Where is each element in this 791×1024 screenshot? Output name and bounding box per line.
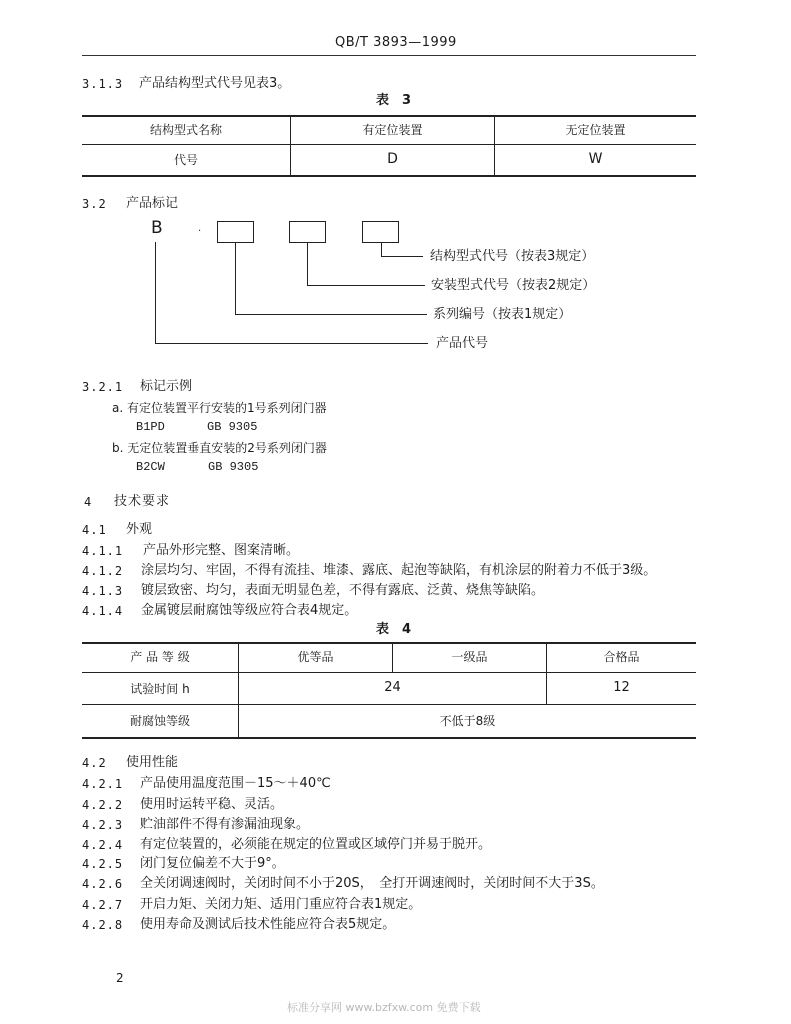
- clause-4-2-7-number: 4.2.7: [82, 898, 124, 912]
- clause-4-1-4-text: 金属镀层耐腐蚀等级应符合表4规定。: [141, 603, 358, 618]
- table-4-row-corrosion-label: 耐腐蚀等级: [129, 714, 190, 728]
- clause-4-2-3-text: 贮油部件不得有渗漏油现象。: [140, 817, 310, 832]
- table-4-header-first-class: 一级品: [451, 650, 488, 664]
- clause-4-2-number: 4.2: [82, 756, 107, 770]
- clause-4-1-3-number: 4.1.3: [82, 584, 124, 598]
- clause-3-2-1-number: 3.2.1: [82, 380, 124, 394]
- marking-label-series: 系列编号（按表1规定）: [433, 307, 572, 322]
- clause-4-2-2-number: 4.2.2: [82, 798, 124, 812]
- page-number: 2: [116, 971, 124, 985]
- clause-4-title: 技术要求: [114, 494, 171, 509]
- clause-4-2-6-number: 4.2.6: [82, 877, 124, 891]
- clause-4-1-2-number: 4.1.2: [82, 564, 124, 578]
- table-4-test-time-12: 12: [613, 680, 630, 695]
- table-3-code-d: D: [387, 151, 398, 167]
- table-4-header-qualified: 合格品: [603, 650, 640, 664]
- clause-3-2-1-title: 标记示例: [140, 379, 193, 394]
- header-rule: [82, 55, 696, 56]
- example-b-standard: GB 9305: [208, 460, 259, 474]
- example-a-text: a. 有定位装置平行安装的1号系列闭门器: [112, 401, 327, 415]
- clause-4-1-number: 4.1: [82, 523, 107, 537]
- clause-4-1-4-number: 4.1.4: [82, 604, 124, 618]
- clause-4-2-8-number: 4.2.8: [82, 918, 124, 932]
- marking-letter-b: B: [151, 218, 163, 238]
- clause-4-2-5-number: 4.2.5: [82, 857, 124, 871]
- table-3-header-without-positioning: 无定位装置: [565, 123, 626, 137]
- example-a-code: B1PD: [136, 420, 165, 434]
- clause-4-1-1-number: 4.1.1: [82, 544, 124, 558]
- table-4-header-superior: 优等品: [297, 650, 334, 664]
- table-4-test-time-24: 24: [384, 680, 401, 695]
- table-3-header-with-positioning: 有定位装置: [362, 123, 423, 137]
- clause-4-2-5-text: 闭门复位偏差不大于9°。: [140, 856, 285, 871]
- clause-4-1-2-text: 涂层均匀、牢固，不得有流挂、堆漆、露底、起泡等缺陷，有机涂层的附着力不低于3级。: [141, 563, 657, 578]
- table-3-title: 表 3: [376, 93, 412, 108]
- clause-4-2-6-text: 全关闭调速阀时，关闭时间不小于20S， 全打开调速阀时，关闭时间不大于3S。: [140, 876, 604, 891]
- clause-3-1-3-text: 产品结构型式代号见表3。: [139, 76, 291, 91]
- table-3-row-label: 代号: [173, 153, 198, 167]
- marking-label-installation: 安装型式代号（按表2规定）: [431, 278, 596, 293]
- clause-4-2-7-text: 开启力矩、关闭力矩、适用门重应符合表1规定。: [140, 897, 422, 912]
- example-a-standard: GB 9305: [207, 420, 258, 434]
- table-3-code-w: W: [588, 151, 603, 167]
- clause-4-1-1-text: 产品外形完整、图案清晰。: [143, 543, 300, 558]
- clause-3-2-title: 产品标记: [126, 196, 179, 211]
- table-4-header-grade: 产 品 等 级: [130, 650, 190, 664]
- clause-4-2-8-text: 使用寿命及测试后技术性能应符合表5规定。: [140, 917, 396, 932]
- clause-4-2-4-number: 4.2.4: [82, 838, 124, 852]
- marking-box-installation: [289, 221, 326, 243]
- example-b-text: b. 无定位装置垂直安装的2号系列闭门器: [112, 441, 327, 455]
- marking-label-structure: 结构型式代号（按表3规定）: [430, 249, 595, 264]
- clause-4-1-3-text: 镀层致密、均匀，表面无明显色差，不得有露底、泛黄、烧焦等缺陷。: [141, 583, 545, 598]
- clause-4-2-4-text: 有定位装置的，必须能在规定的位置或区域停门并易于脱开。: [140, 837, 492, 852]
- table-4-row-test-time-label: 试验时间 h: [130, 682, 190, 696]
- clause-4-2-2-text: 使用时运转平稳、灵活。: [140, 797, 284, 812]
- marking-dot: ·: [198, 226, 202, 237]
- table-4-title: 表 4: [376, 622, 412, 637]
- clause-4-2-3-number: 4.2.3: [82, 818, 124, 832]
- clause-4-2-title: 使用性能: [126, 755, 179, 770]
- clause-4-2-1-number: 4.2.1: [82, 777, 124, 791]
- watermark: 标准分享网 www.bzfxw.com 免费下载: [287, 1001, 481, 1014]
- clause-3-2-number: 3.2: [82, 197, 107, 211]
- marking-box-structure: [362, 221, 399, 243]
- standard-code: QB/T 3893—1999: [335, 35, 457, 50]
- clause-4-2-1-text: 产品使用温度范围－15～＋40℃: [140, 776, 331, 791]
- marking-box-series: [217, 221, 254, 243]
- table-3-header-name: 结构型式名称: [149, 123, 222, 137]
- example-b-code: B2CW: [136, 460, 165, 474]
- clause-3-1-3-number: 3.1.3: [82, 77, 124, 91]
- clause-4-number: 4: [84, 495, 93, 509]
- clause-4-1-title: 外观: [126, 522, 153, 537]
- table-4-corrosion-value: 不低于8级: [439, 714, 496, 728]
- marking-label-product: 产品代号: [436, 336, 489, 351]
